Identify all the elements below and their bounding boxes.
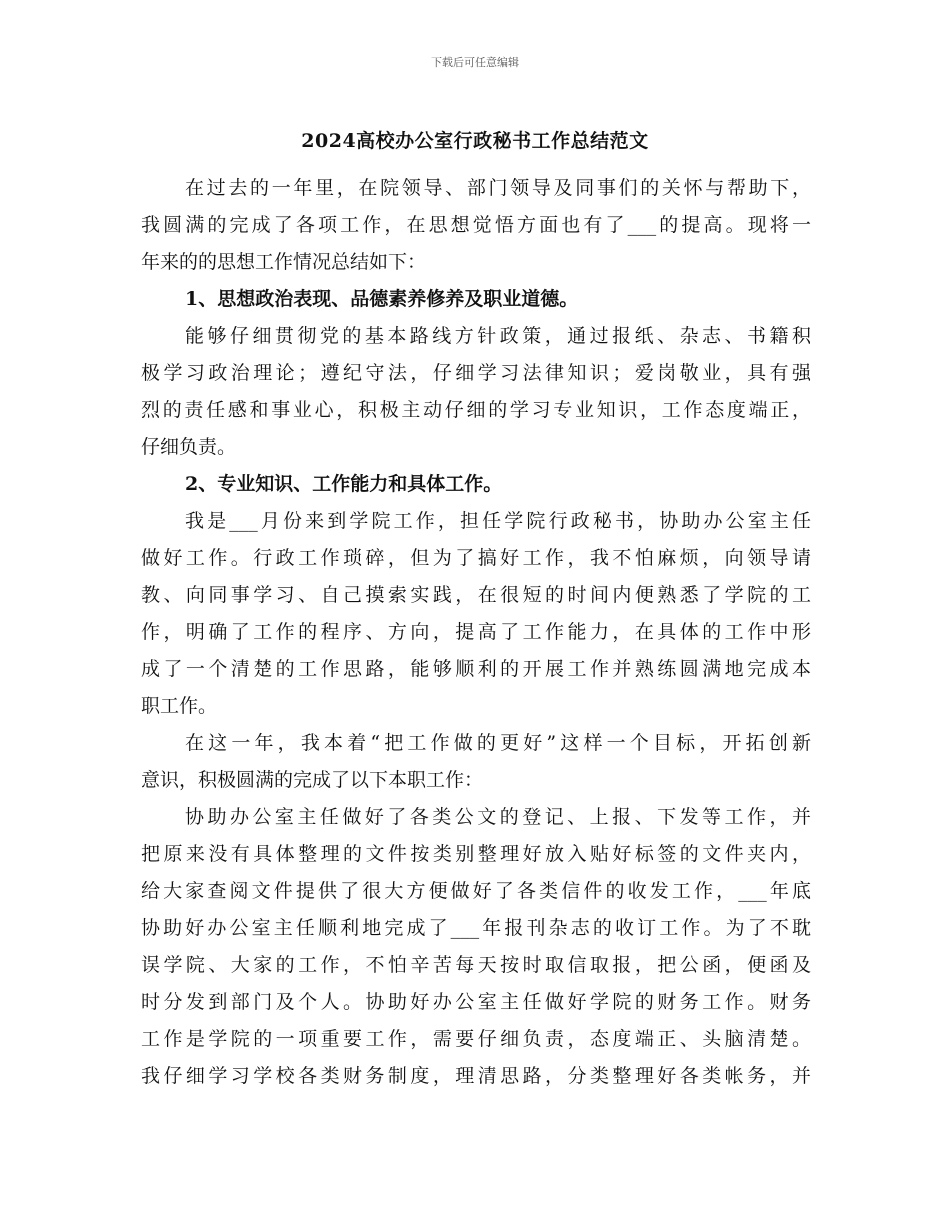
body-text-line: 能够仔细贯彻党的基本路线方针政策，通过报纸、杂志、书籍积: [185, 325, 811, 347]
header-note: 下载后可任意编辑: [431, 56, 519, 69]
body-text-line: 时分发到部门及个人。协助好办公室主任做好学院的财务工作。财务: [141, 991, 811, 1013]
body-text-line: 年来的的思想工作情况总结如下：: [141, 251, 427, 273]
body-text-line: 我圆满的完成了各项工作，在思想觉悟方面也有了___的提高。现将一: [141, 214, 811, 236]
document-title: 2024高校办公室行政秘书工作总结范文: [301, 130, 649, 152]
body-text-line: 协助好办公室主任顺利地完成了___年报刊杂志的收订工作。为了不耽: [141, 917, 811, 939]
body-text-line: 成了一个清楚的工作思路，能够顺利的开展工作并熟练圆满地完成本: [141, 658, 811, 680]
body-text-line: 协助办公室主任做好了各类公文的登记、上报、下发等工作，并: [185, 806, 811, 828]
document-body: [141, 170, 811, 1095]
body-text-line: 极学习政治理论；遵纪守法，仔细学习法律知识；爱岗敬业，具有强: [141, 362, 811, 384]
body-text-line: 误学院、大家的工作，不怕辛苦每天按时取信取报，把公函，便函及: [141, 954, 811, 976]
body-text-line: 给大家查阅文件提供了很大方便做好了各类信件的收发工作，___年底: [141, 880, 811, 902]
body-text-line: 我是___月份来到学院工作，担任学院行政秘书，协助办公室主任: [185, 510, 811, 532]
body-text-line: 做好工作。行政工作琐碎，但为了搞好工作，我不怕麻烦，向领导请: [141, 547, 811, 569]
section-heading: 2、专业知识、工作能力和具体工作。: [185, 473, 503, 495]
body-text-line: 作，明确了工作的程序、方向，提高了工作能力，在具体的工作中形: [141, 621, 811, 643]
body-text-line: 职工作。: [141, 695, 218, 717]
body-text-line: 烈的责任感和事业心，积极主动仔细的学习专业知识，工作态度端正，: [141, 399, 811, 421]
body-text-line: 工作是学院的一项重要工作，需要仔细负责，态度端正、头脑清楚。: [141, 1028, 811, 1050]
section-heading: 1、思想政治表现、品德素养修养及职业道德。: [185, 288, 579, 310]
body-text-line: 仔细负责。: [141, 436, 237, 458]
body-text-line: 教、向同事学习、自己摸索实践，在很短的时间内便熟悉了学院的工: [141, 584, 811, 606]
body-text-line: 在这一年，我本着“把工作做的更好”这样一个目标，开拓创新: [185, 732, 811, 754]
body-text-line: 把原来没有具体整理的文件按类别整理好放入贴好标签的文件夹内，: [141, 843, 811, 865]
body-text-line: 意识，积极圆满的完成了以下本职工作：: [141, 769, 484, 791]
body-text-line: 我仔细学习学校各类财务制度，理清思路，分类整理好各类帐务，并: [141, 1065, 811, 1087]
body-text-line: 在过去的一年里，在院领导、部门领导及同事们的关怀与帮助下，: [185, 177, 811, 199]
